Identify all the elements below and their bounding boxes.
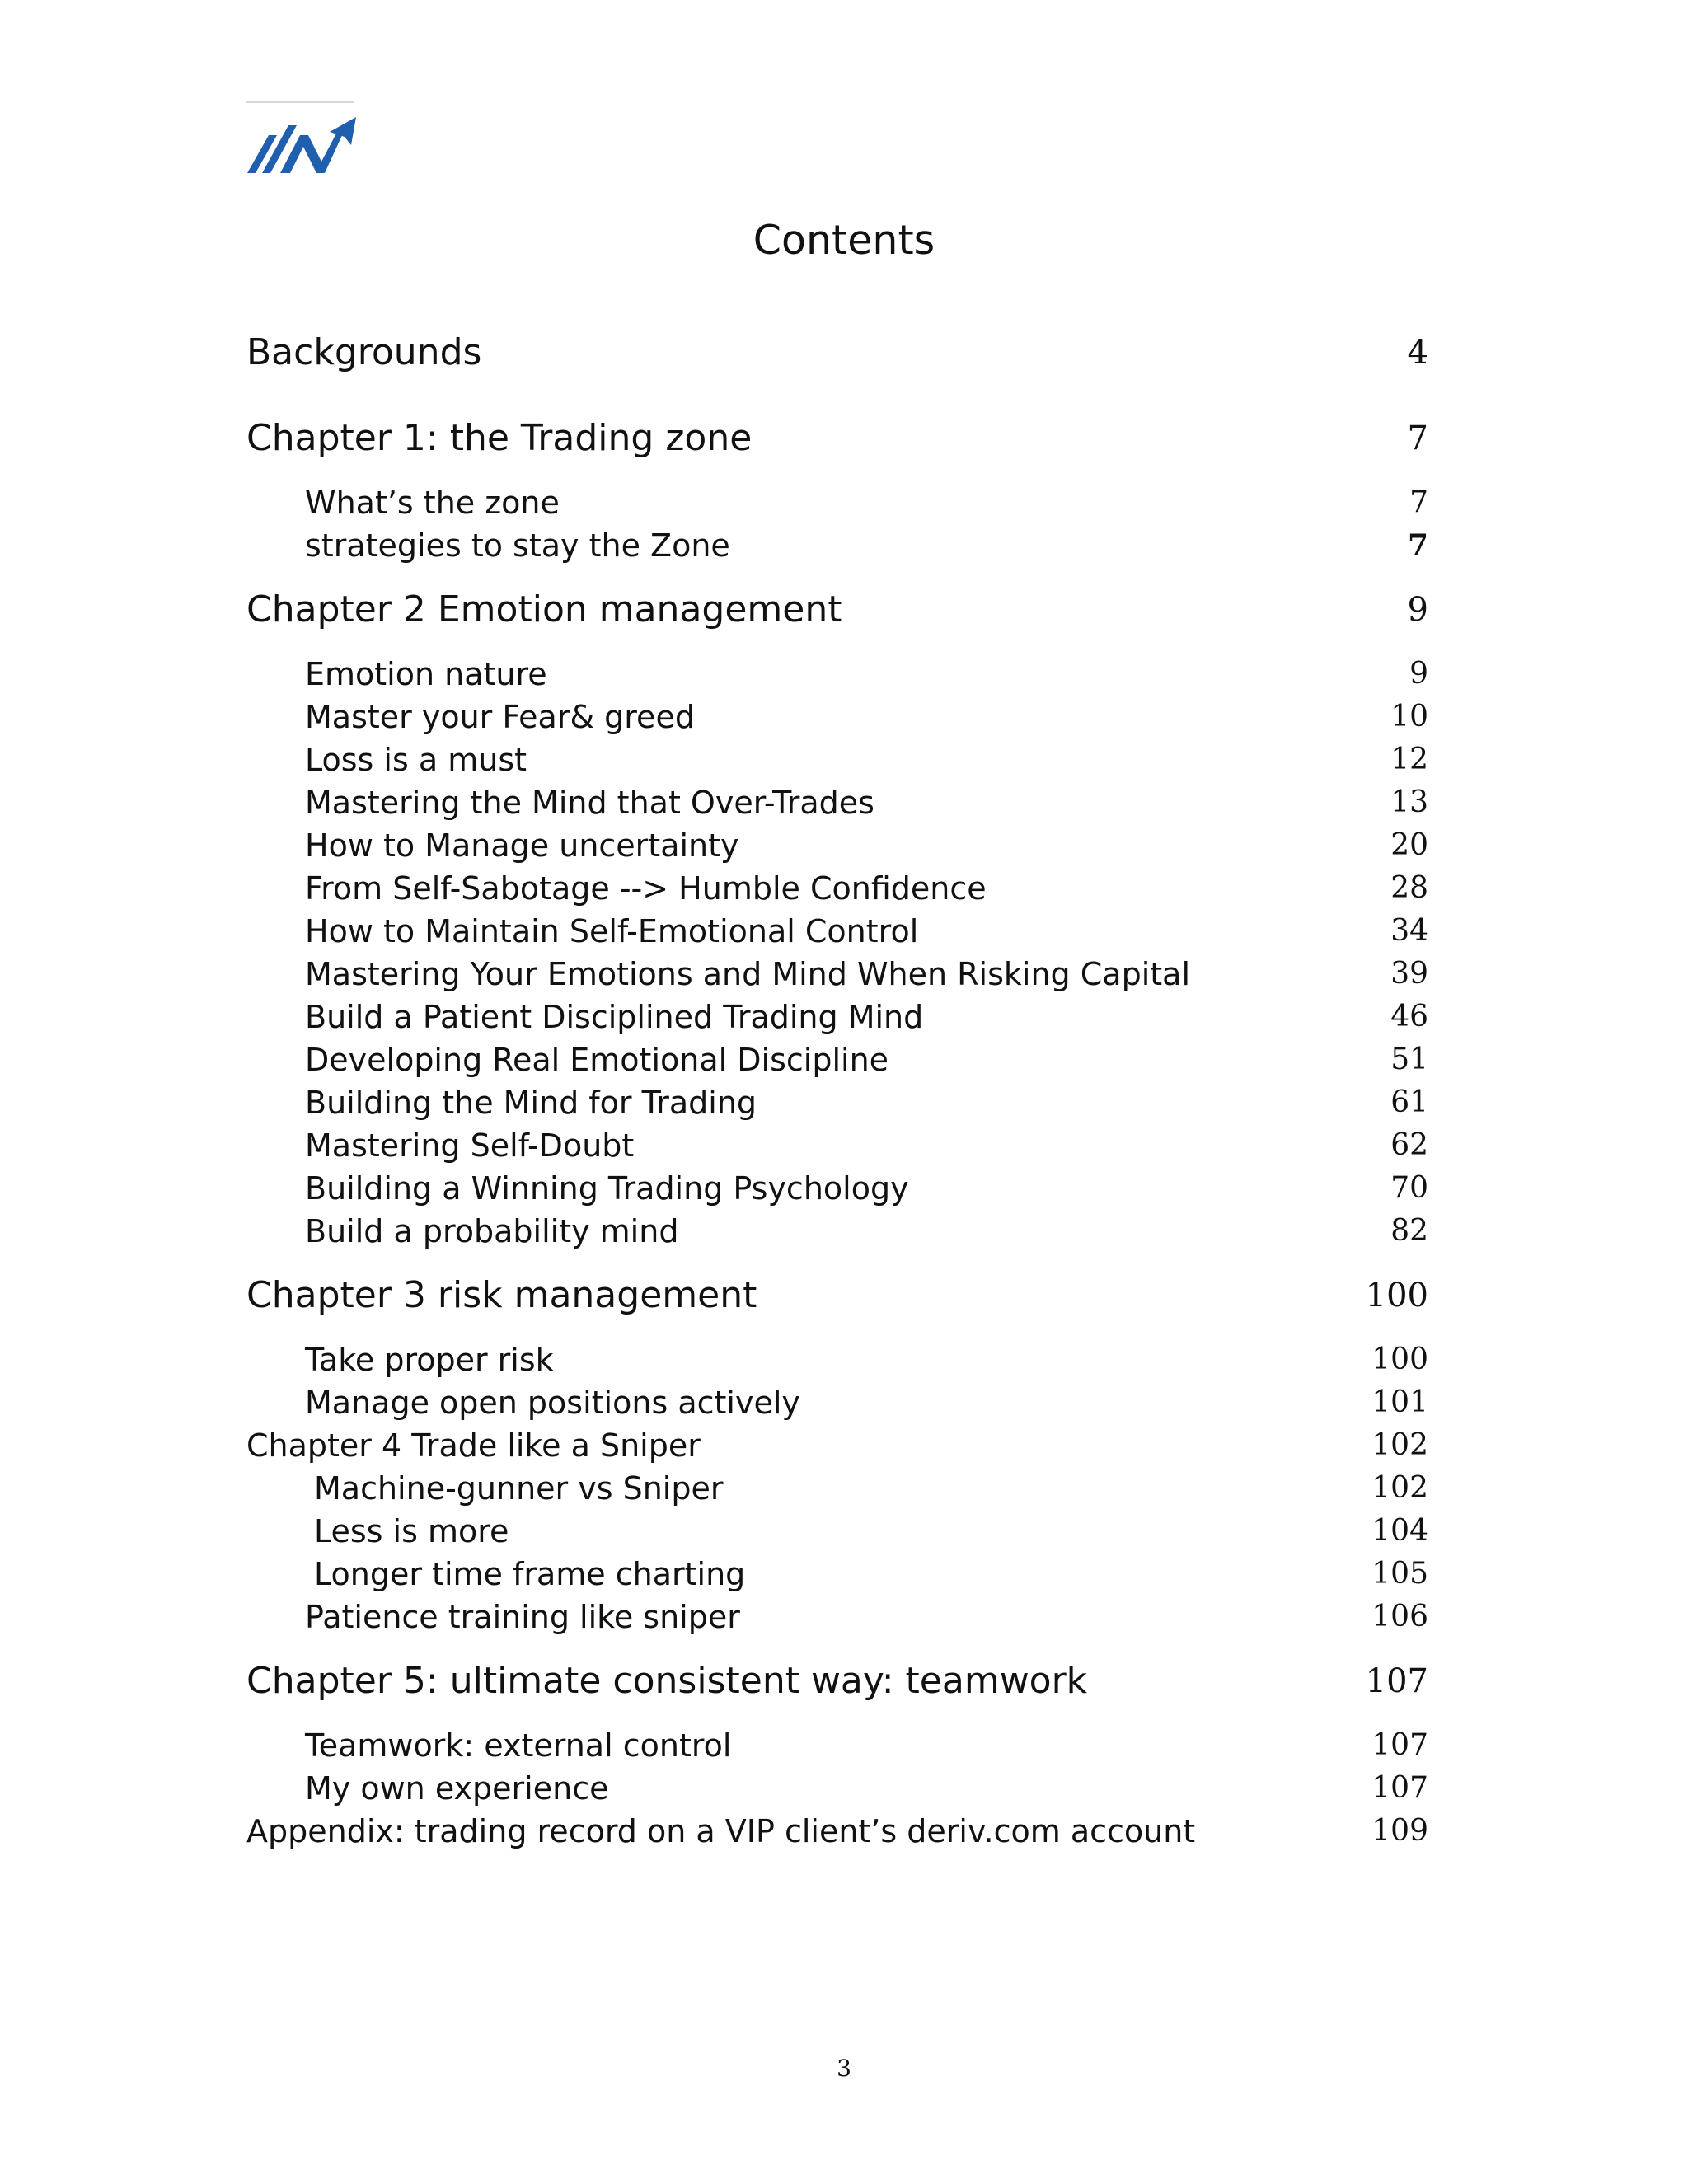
toc-entry-label: Appendix: trading record on a VIP client’s deriv.com account xyxy=(246,1813,1196,1849)
toc-entry-take-proper-risk[interactable] xyxy=(0,1337,1688,1383)
toc-entry-master-your-fear-greed[interactable] xyxy=(0,694,1688,740)
toc-entry-label: Backgrounds xyxy=(246,331,482,373)
toc-entry-self-sabotage[interactable] xyxy=(0,865,1688,912)
toc-entry-label: Build a Patient Disciplined Trading Mind xyxy=(305,999,924,1035)
toc-entry-whats-the-zone[interactable] xyxy=(0,480,1688,526)
toc-entry-label: Master your Fear& greed xyxy=(305,699,695,735)
toc-entry-page: 102 xyxy=(1372,1428,1428,1462)
toc-entry-page: 4 xyxy=(1407,334,1428,372)
toc-entry-label: Developing Real Emotional Discipline xyxy=(305,1042,889,1078)
toc-entry-patient-trading-mind[interactable] xyxy=(0,994,1688,1040)
toc-entry-strategies-to-stay-the-zone[interactable] xyxy=(0,523,1688,569)
toc-entry-page: 101 xyxy=(1372,1385,1428,1419)
toc-entry-self-emotional-control[interactable] xyxy=(0,908,1688,954)
toc-entry-label: What’s the zone xyxy=(305,485,560,521)
toc-entry-machine-gunner[interactable] xyxy=(0,1465,1688,1511)
toc-entry-label: Mastering Self-Doubt xyxy=(305,1127,635,1164)
toc-entry-page: 7 xyxy=(1407,528,1428,563)
toc-entry-page: 107 xyxy=(1365,1662,1428,1700)
toc-entry-page: 10 xyxy=(1390,700,1428,733)
toc-entry-my-own-experience[interactable] xyxy=(0,1765,1688,1811)
toc-entry-manage-open-positions[interactable] xyxy=(0,1380,1688,1426)
toc-entry-risking-capital[interactable] xyxy=(0,951,1688,997)
toc-entry-page: 9 xyxy=(1409,657,1428,691)
toc-entry-label: Emotion nature xyxy=(305,656,547,692)
toc-entry-label: strategies to stay the Zone xyxy=(305,527,730,564)
toc-entry-appendix[interactable] xyxy=(0,1808,1688,1854)
toc-entry-page: 61 xyxy=(1390,1085,1428,1119)
toc-entry-page: 28 xyxy=(1390,871,1428,905)
toc-entry-mind-for-trading[interactable] xyxy=(0,1080,1688,1126)
toc-entry-page: 62 xyxy=(1390,1128,1428,1162)
toc-entry-label: Manage open positions actively xyxy=(305,1385,800,1421)
toc-entry-patience-training[interactable] xyxy=(0,1594,1688,1640)
toc-entry-page: 107 xyxy=(1372,1771,1428,1805)
toc-entry-page: 7 xyxy=(1409,485,1428,519)
toc-entry-backgrounds[interactable] xyxy=(0,330,1688,376)
toc-entry-chapter-3[interactable] xyxy=(0,1272,1688,1319)
toc-entry-label: Machine-gunner vs Sniper xyxy=(314,1470,724,1507)
toc-entry-over-trades[interactable] xyxy=(0,780,1688,826)
toc-entry-label: How to Manage uncertainty xyxy=(305,827,739,864)
toc-entry-page: 106 xyxy=(1372,1600,1428,1633)
toc-entry-less-is-more[interactable] xyxy=(0,1508,1688,1554)
toc-entry-label: Mastering Your Emotions and Mind When Risking Capital xyxy=(305,956,1191,992)
toc-entry-label: How to Maintain Self-Emotional Control xyxy=(305,913,919,949)
toc-entry-page: 70 xyxy=(1390,1171,1428,1205)
toc-entry-label: Loss is a must xyxy=(305,742,528,778)
toc-entry-page: 46 xyxy=(1390,1000,1428,1033)
toc-entry-label: Chapter 2 Emotion management xyxy=(246,588,842,630)
toc-entry-chapter-5[interactable] xyxy=(0,1658,1688,1704)
toc-entry-page: 82 xyxy=(1390,1214,1428,1248)
toc-entry-teamwork-external-control[interactable] xyxy=(0,1722,1688,1769)
toc-entry-page: 105 xyxy=(1372,1557,1428,1591)
toc-entry-page: 13 xyxy=(1390,785,1428,819)
toc-entry-label: Longer time frame charting xyxy=(314,1556,746,1592)
toc-entry-chapter-4[interactable] xyxy=(0,1422,1688,1469)
toc-entry-page: 100 xyxy=(1372,1343,1428,1376)
toc-entry-page: 34 xyxy=(1390,914,1428,948)
toc-entry-chapter-1[interactable] xyxy=(0,415,1688,462)
toc-entry-chapter-2[interactable] xyxy=(0,587,1688,633)
toc-entry-label: Patience training like sniper xyxy=(305,1599,740,1635)
toc-entry-winning-psychology[interactable] xyxy=(0,1165,1688,1212)
toc-entry-page: 39 xyxy=(1390,957,1428,991)
toc-entry-page: 51 xyxy=(1390,1043,1428,1076)
toc-entry-page: 20 xyxy=(1390,828,1428,862)
toc-entry-emotional-discipline[interactable] xyxy=(0,1037,1688,1083)
toc-entry-label: Less is more xyxy=(314,1513,509,1549)
toc-entry-page: 7 xyxy=(1407,419,1428,457)
toc-entry-label: Chapter 5: ultimate consistent way: teamwork xyxy=(246,1660,1088,1702)
toc-entry-label: Mastering the Mind that Over-Trades xyxy=(305,785,874,821)
toc-entry-page: 109 xyxy=(1372,1814,1428,1848)
toc-entry-label: Take proper risk xyxy=(305,1342,554,1378)
toc-entry-label: Chapter 1: the Trading zone xyxy=(246,417,753,459)
toc-entry-label: From Self-Sabotage --> Humble Confidence xyxy=(305,870,987,907)
toc-entry-page: 12 xyxy=(1390,743,1428,776)
toc-entry-manage-uncertainty[interactable] xyxy=(0,823,1688,869)
page-number: 3 xyxy=(837,2055,851,2082)
toc-entry-label: Building the Mind for Trading xyxy=(305,1085,757,1121)
toc-entry-page: 100 xyxy=(1365,1277,1428,1315)
toc-entry-page: 9 xyxy=(1407,591,1428,629)
toc-entry-emotion-nature[interactable] xyxy=(0,651,1688,697)
toc-entry-longer-time-frame[interactable] xyxy=(0,1551,1688,1597)
toc-entry-loss-is-a-must[interactable] xyxy=(0,737,1688,783)
page-title: Contents xyxy=(753,217,935,264)
toc-entry-label: My own experience xyxy=(305,1770,609,1807)
toc-entry-page: 107 xyxy=(1372,1728,1428,1762)
toc-entry-label: Chapter 3 risk management xyxy=(246,1274,757,1316)
toc-entry-label: Teamwork: external control xyxy=(305,1727,732,1764)
toc-entry-label: Build a probability mind xyxy=(305,1213,679,1249)
toc-entry-label: Building a Winning Trading Psychology xyxy=(305,1170,909,1207)
toc-entry-self-doubt[interactable] xyxy=(0,1122,1688,1169)
toc-entry-page: 104 xyxy=(1372,1514,1428,1548)
toc-entry-probability-mind[interactable] xyxy=(0,1208,1688,1254)
toc-entry-label: Chapter 4 Trade like a Sniper xyxy=(246,1427,701,1464)
toc-entry-page: 102 xyxy=(1372,1471,1428,1505)
